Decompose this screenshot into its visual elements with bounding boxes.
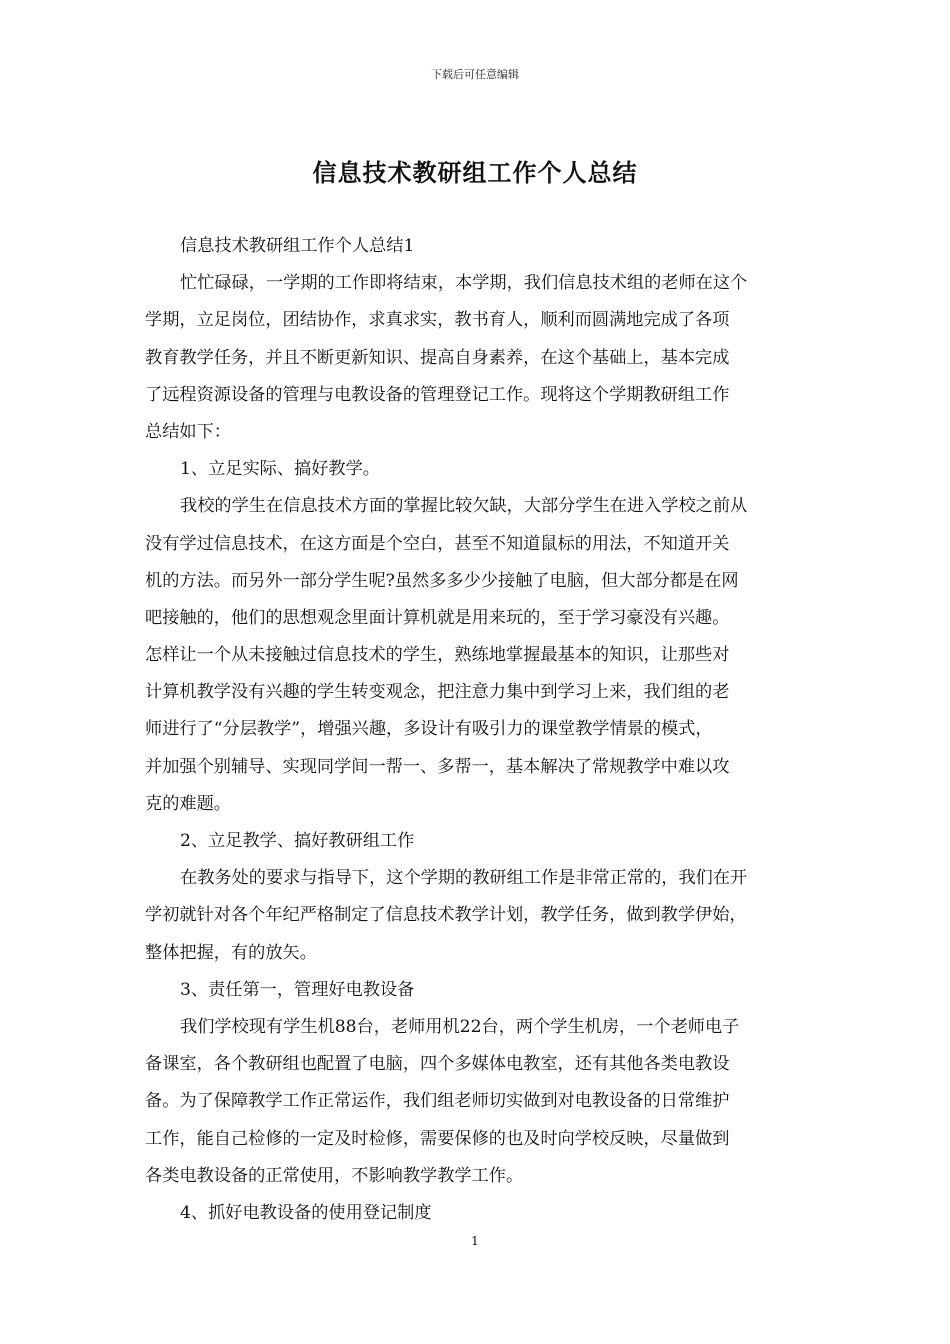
paragraph-line: 没有学过信息技术，在这方面是个空白，甚至不知道鼠标的用法，不知道开关 — [145, 533, 730, 554]
paragraph-line: 吧接触的，他们的思想观念里面计算机就是用来玩的，至于学习豪没有兴趣。 — [145, 607, 730, 628]
paragraph-line: 信息技术教研组工作个人总结1 — [180, 236, 415, 256]
paragraph-line: 并加强个别辅导、实现同学间一帮一、多帮一，基本解决了常规教学中难以攻 — [145, 756, 730, 777]
section-heading: 1、立足实际、搞好教学。 — [180, 459, 380, 480]
document-body — [145, 228, 817, 1232]
paragraph-line: 学初就针对各个年纪严格制定了信息技术教学计划，教学任务，做到教学伊始， — [145, 905, 747, 926]
paragraph-line: 克的难题。 — [145, 793, 231, 814]
section-heading: 4、抓好电教设备的使用登记制度 — [180, 1202, 432, 1223]
page-number: 1 — [471, 1234, 479, 1248]
paragraph-line: 怎样让一个从未接触过信息技术的学生，熟练地掌握最基本的知识，让那些对 — [145, 645, 730, 666]
paragraph-line: 忙忙碌碌，一学期的工作即将结束，本学期，我们信息技术组的老师在这个 — [180, 273, 748, 294]
paragraph-line: 我校的学生在信息技术方面的掌握比较欠缺，大部分学生在进入学校之前从 — [180, 496, 748, 517]
paragraph-line: 总结如下： — [145, 421, 231, 442]
paragraph-line: 我们学校现有学生机88台，老师用机22台，两个学生机房，一个老师电子 — [180, 1016, 740, 1037]
section-heading: 3、责任第一，管理好电教设备 — [180, 979, 415, 1000]
paragraph-line: 了远程资源设备的管理与电教设备的管理登记工作。现将这个学期教研组工作 — [145, 384, 730, 405]
paragraph-line: 在教务处的要求与指导下，这个学期的教研组工作是非常正常的，我们在开 — [180, 868, 748, 889]
paragraph-line: 师进行了“分层教学”，增强兴趣，多设计有吸引力的课堂教学情景的模式， — [145, 719, 713, 740]
paragraph-line: 教育教学任务，并且不断更新知识、提高自身素养，在这个基础上，基本完成 — [145, 347, 730, 368]
paragraph-line: 计算机教学没有兴趣的学生转变观念，把注意力集中到学习上来，我们组的老 — [145, 682, 730, 703]
paragraph-line: 机的方法。而另外一部分学生呢?虽然多多少少接触了电脑，但大部分都是在网 — [145, 570, 739, 591]
section-heading: 2、立足教学、搞好教研组工作 — [180, 831, 415, 851]
document-title: 信息技术教研组工作个人总结 — [312, 158, 638, 187]
header-note: 下载后可任意编辑 — [431, 68, 519, 81]
paragraph-line: 备课室，各个教研组也配置了电脑，四个多媒体电教室，还有其他各类电教设 — [145, 1054, 730, 1075]
paragraph-line: 整体把握，有的放矢。 — [145, 942, 317, 963]
paragraph-line: 工作，能自己检修的一定及时检修，需要保修的也及时向学校反映，尽量做到 — [145, 1128, 730, 1149]
paragraph-line: 备。为了保障教学工作正常运作，我们组老师切实做到对电教设备的日常维护 — [145, 1091, 730, 1112]
paragraph-line: 各类电教设备的正常使用，不影响教学教学工作。 — [145, 1165, 524, 1186]
paragraph-line: 学期，立足岗位，团结协作，求真求实，教书育人，顺利而圆满地完成了各项 — [145, 310, 730, 331]
